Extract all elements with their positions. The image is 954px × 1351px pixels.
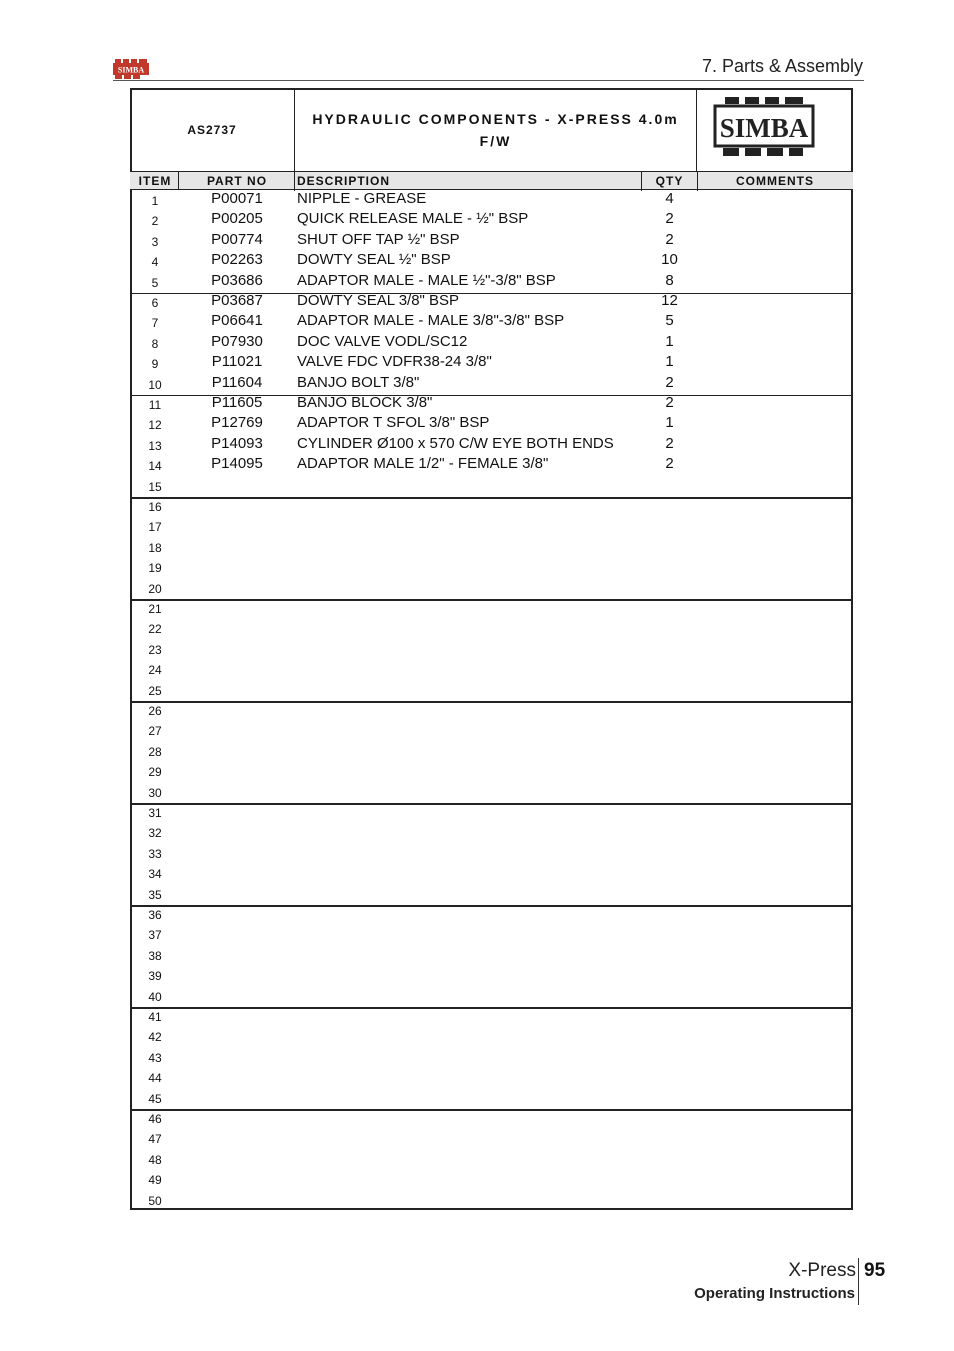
header-divider — [113, 80, 864, 81]
assembly-code: AS2737 — [187, 122, 237, 137]
footer-product-name: X-Press — [788, 1260, 856, 1281]
item-number: 34 — [148, 867, 162, 882]
item-number: 47 — [148, 1132, 162, 1147]
item-number: 10 — [148, 377, 162, 392]
item-number: 19 — [148, 561, 162, 576]
item-number: 24 — [148, 663, 162, 678]
part-number: P07930 — [211, 332, 263, 350]
table-row — [130, 1128, 853, 1148]
table-row — [130, 945, 853, 965]
item-number: 32 — [148, 826, 162, 841]
item-number: 15 — [148, 479, 162, 494]
part-number: P02263 — [211, 251, 263, 269]
part-number: P14093 — [211, 434, 263, 452]
table-row — [130, 986, 853, 1006]
table-row — [130, 394, 853, 414]
item-number: 46 — [148, 1112, 162, 1126]
item-number: 28 — [148, 744, 162, 759]
item-number: 35 — [148, 887, 162, 902]
part-description: QUICK RELEASE MALE - ½" BSP — [297, 210, 529, 228]
column-separator — [178, 172, 179, 190]
part-number: P11605 — [211, 394, 263, 411]
item-number: 25 — [148, 683, 162, 698]
item-number: 21 — [148, 602, 162, 616]
part-description: ADAPTOR MALE - MALE ½"-3/8" BSP — [297, 271, 556, 289]
table-row — [130, 455, 853, 475]
item-number: 41 — [148, 1010, 162, 1024]
item-number: 7 — [151, 316, 159, 331]
item-number: 44 — [148, 1071, 162, 1086]
column-header-description: DESCRIPTION — [297, 174, 391, 188]
section-title: 7. Parts & Assembly — [701, 56, 863, 76]
part-quantity: 12 — [661, 292, 678, 309]
table-row — [130, 659, 853, 679]
item-number: 8 — [151, 336, 159, 351]
item-number: 22 — [148, 622, 162, 637]
column-header-comments: COMMENTS — [736, 174, 814, 188]
item-number: 37 — [148, 928, 162, 943]
table-row — [130, 1108, 853, 1128]
part-quantity: 8 — [665, 271, 674, 289]
item-number: 9 — [151, 357, 159, 372]
part-description: DOC VALVE VODL/SC12 — [297, 332, 468, 350]
item-number: 23 — [148, 642, 162, 657]
part-number: P03686 — [211, 271, 263, 289]
part-number: P11604 — [211, 373, 263, 391]
item-number: 33 — [148, 846, 162, 861]
item-number: 26 — [148, 704, 162, 718]
item-number: 4 — [151, 255, 159, 270]
row-group-divider — [130, 701, 853, 703]
part-quantity: 5 — [665, 312, 674, 330]
part-description: SHUT OFF TAP ½" BSP — [297, 230, 460, 248]
table-row — [130, 782, 853, 802]
item-number: 18 — [148, 540, 162, 555]
item-number: 20 — [148, 581, 162, 596]
table-row — [130, 1006, 853, 1026]
item-number: 11 — [148, 398, 162, 412]
row-group-divider — [130, 395, 853, 396]
item-number: 5 — [151, 275, 159, 290]
item-number: 45 — [148, 1091, 162, 1106]
part-description: ADAPTOR MALE 1/2" - FEMALE 3/8" — [297, 455, 549, 473]
item-number: 16 — [148, 500, 162, 514]
table-row — [130, 924, 853, 944]
item-number: 27 — [148, 724, 162, 739]
table-row — [130, 210, 853, 230]
part-number: P12769 — [211, 414, 263, 432]
column-header-item: ITEM — [138, 174, 172, 188]
part-quantity: 2 — [665, 230, 674, 248]
table-row — [130, 272, 853, 292]
table-row — [130, 537, 853, 557]
table-row — [130, 863, 853, 883]
table-row — [130, 639, 853, 659]
table-row — [130, 1169, 853, 1189]
item-number: 3 — [151, 234, 159, 249]
table-row — [130, 618, 853, 638]
part-number: P00205 — [211, 210, 263, 228]
table-row — [130, 802, 853, 822]
table-row — [130, 1149, 853, 1169]
table-row — [130, 476, 853, 496]
part-description: BANJO BLOCK 3/8" — [297, 394, 433, 411]
column-header-part-no: PART NO — [206, 174, 268, 188]
part-quantity: 4 — [665, 190, 674, 207]
part-quantity: 1 — [665, 332, 674, 350]
part-number: P00071 — [211, 190, 263, 207]
row-group-divider — [130, 803, 853, 805]
table-row — [130, 1047, 853, 1067]
column-separator — [641, 171, 642, 191]
part-description: NIPPLE - GREASE — [297, 190, 427, 207]
table-row — [130, 190, 853, 210]
page-number: 95 — [864, 1260, 886, 1281]
part-number: P03687 — [211, 292, 263, 309]
item-number: 43 — [148, 1050, 162, 1065]
item-number: 2 — [151, 214, 159, 229]
item-number: 39 — [148, 969, 162, 984]
part-number: P14095 — [211, 455, 263, 473]
table-row — [130, 1088, 853, 1108]
assembly-title: HYDRAULIC COMPONENTS - X-PRESS 4.0m F/W — [294, 88, 697, 171]
table-row — [130, 1026, 853, 1046]
row-group-divider — [130, 599, 853, 601]
item-number: 13 — [148, 438, 162, 453]
part-description: ADAPTOR T SFOL 3/8" BSP — [297, 414, 490, 432]
table-row — [130, 884, 853, 904]
simba-logo-small — [113, 58, 149, 80]
table-row — [130, 1067, 853, 1087]
svg-text:SIMBA: SIMBA — [117, 65, 145, 75]
item-number: 42 — [148, 1030, 162, 1045]
table-row — [130, 292, 853, 312]
item-number: 6 — [151, 296, 159, 310]
table-row — [130, 822, 853, 842]
item-number: 1 — [151, 194, 159, 208]
table-row — [130, 557, 853, 577]
part-quantity: 1 — [665, 414, 674, 432]
table-row — [130, 761, 853, 781]
column-header-row — [130, 171, 853, 190]
table-row — [130, 904, 853, 924]
item-number: 14 — [148, 459, 162, 474]
item-number: 30 — [148, 785, 162, 800]
simba-logo — [713, 95, 815, 159]
table-row — [130, 231, 853, 251]
item-number: 12 — [148, 418, 162, 433]
table-row — [130, 435, 853, 455]
part-number: P06641 — [211, 312, 263, 330]
item-number: 31 — [148, 806, 162, 820]
row-group-divider — [130, 497, 853, 499]
item-number: 17 — [148, 520, 162, 535]
table-row — [130, 578, 853, 598]
part-quantity: 10 — [661, 251, 678, 269]
table-row — [130, 680, 853, 700]
table-row — [130, 496, 853, 516]
column-separator — [697, 171, 698, 191]
item-number: 48 — [148, 1152, 162, 1167]
svg-text:SIMBA: SIMBA — [719, 113, 809, 143]
table-row — [130, 333, 853, 353]
part-description: DOWTY SEAL ½" BSP — [297, 251, 451, 269]
row-group-divider — [130, 1007, 853, 1009]
part-description: VALVE FDC VDFR38-24 3/8" — [297, 353, 492, 371]
footer-divider — [858, 1258, 859, 1305]
part-quantity: 2 — [665, 373, 674, 391]
item-number: 38 — [148, 948, 162, 963]
item-number: 50 — [148, 1193, 162, 1208]
part-quantity: 2 — [665, 210, 674, 228]
table-row — [130, 700, 853, 720]
part-quantity: 2 — [665, 434, 674, 452]
table-row — [130, 720, 853, 740]
part-description: CYLINDER Ø100 x 570 C/W EYE BOTH ENDS — [297, 434, 614, 452]
table-row — [130, 516, 853, 536]
footer-subtitle: Operating Instructions — [694, 1285, 855, 1302]
part-description: BANJO BOLT 3/8" — [297, 373, 420, 391]
row-group-divider — [130, 905, 853, 907]
table-row — [130, 312, 853, 332]
column-header-qty: QTY — [655, 174, 684, 188]
item-number: 49 — [148, 1173, 162, 1188]
row-group-divider — [130, 293, 853, 294]
part-description: DOWTY SEAL 3/8" BSP — [297, 292, 460, 309]
table-row — [130, 843, 853, 863]
table-row — [130, 741, 853, 761]
table-row — [130, 1190, 853, 1210]
part-number: P00774 — [211, 230, 263, 248]
part-quantity: 2 — [665, 394, 674, 411]
part-number: P11021 — [211, 353, 263, 371]
item-number: 29 — [148, 765, 162, 780]
part-quantity: 1 — [665, 353, 674, 371]
table-row — [130, 251, 853, 271]
column-separator — [294, 171, 295, 191]
item-number: 36 — [148, 908, 162, 922]
table-row — [130, 374, 853, 394]
table-row — [130, 965, 853, 985]
table-row — [130, 414, 853, 434]
part-description: ADAPTOR MALE - MALE 3/8"-3/8" BSP — [297, 312, 565, 330]
part-quantity: 2 — [665, 455, 674, 473]
item-number: 40 — [148, 989, 162, 1004]
table-row — [130, 353, 853, 373]
table-row — [130, 598, 853, 618]
row-group-divider — [130, 1109, 853, 1111]
